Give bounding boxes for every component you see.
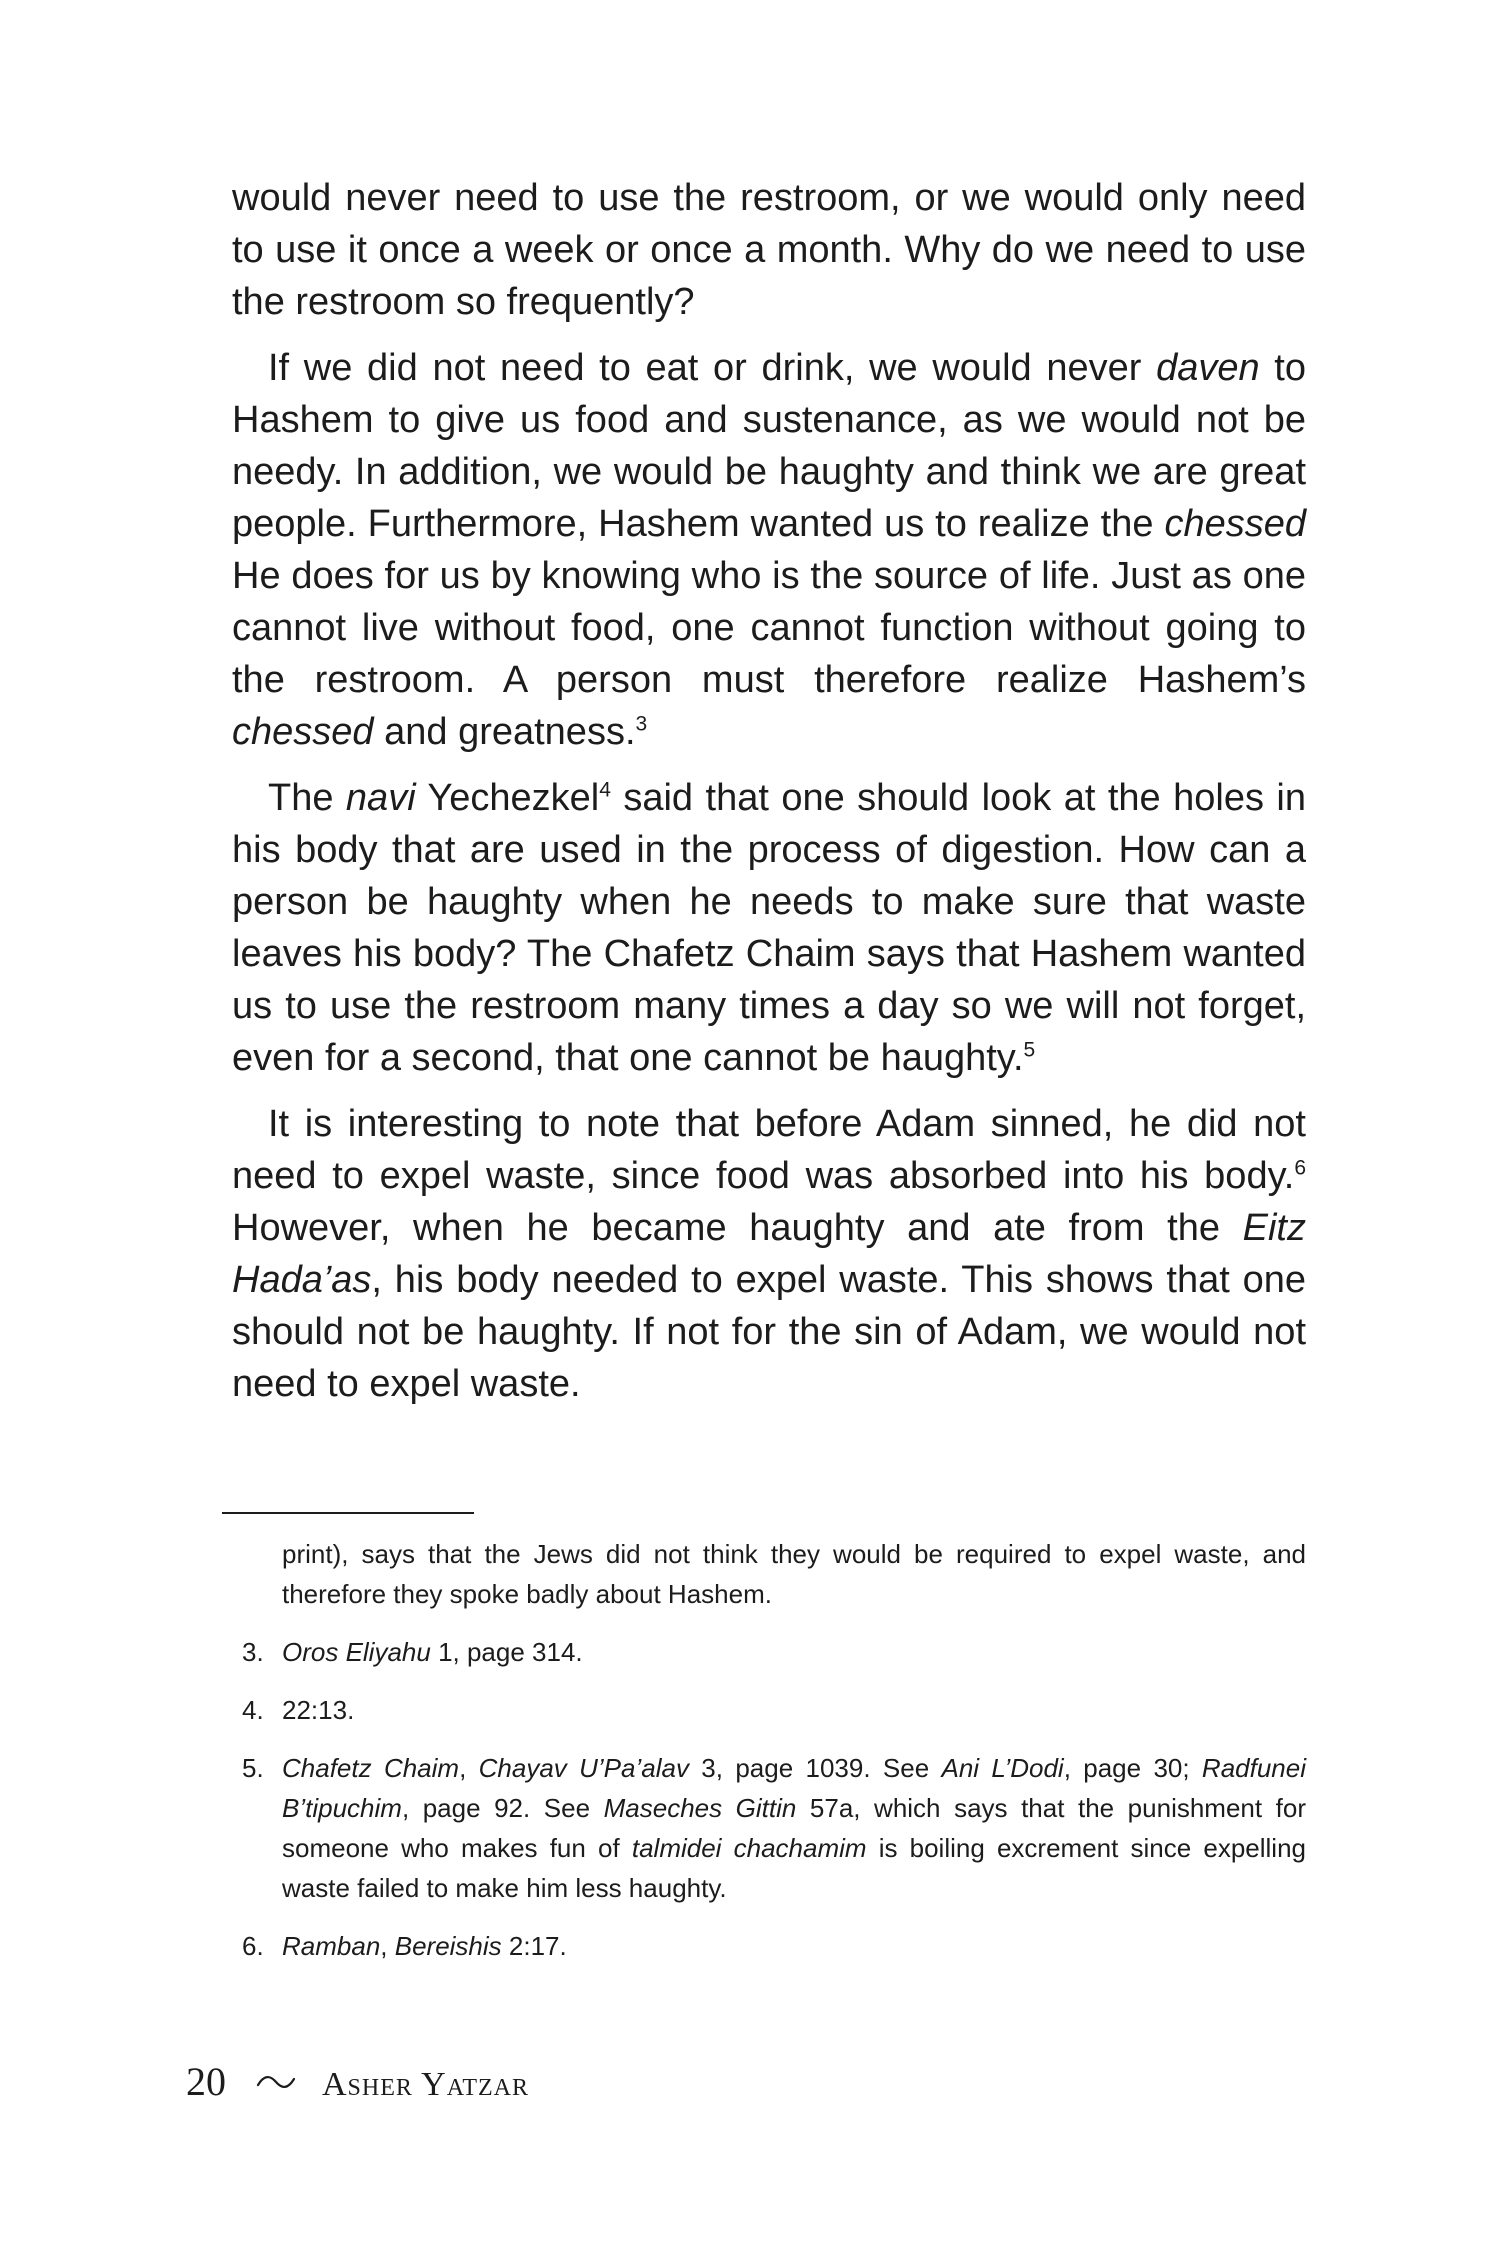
fn5-italic-e: Ani L’Dodi — [941, 1753, 1064, 1783]
fn5-text-h: , page 92. See — [401, 1793, 604, 1823]
fn5-text-b: , — [459, 1753, 479, 1783]
fn6-text-d: 2:17. — [501, 1931, 567, 1961]
footnote-divider — [222, 1512, 474, 1514]
paragraph-2 — [232, 342, 1306, 758]
footnote-ref-6[interactable]: 6 — [1294, 1156, 1306, 1180]
footnote-continuation-text: print), says that the Jews did not think they would be required to expel waste, and therefore they spoke badly about Hashem. — [282, 1539, 1306, 1609]
footnote-3 — [242, 1632, 1306, 1672]
p2-italic-chessed-2: chessed — [232, 711, 374, 753]
p2-text-g: and greatness. — [373, 711, 636, 753]
footnote-6 — [242, 1926, 1306, 1966]
running-title: Asher Yatzar — [322, 2066, 530, 2103]
fn3-italic-a: Oros Eliyahu — [282, 1637, 431, 1667]
p3-text-c: Yechezkel — [415, 777, 600, 819]
p2-text-a: If we did not need to eat or drink, we would never — [268, 347, 1157, 389]
body-text — [232, 172, 1306, 1424]
fn6-text-b: , — [380, 1931, 395, 1961]
fn5-text-l: is boiling excrement since expelling waste failed to make him less haughty. — [282, 1833, 1306, 1903]
page-number: 20 — [186, 2059, 226, 2104]
footnote-number: 6. — [242, 1931, 264, 1961]
footnote-number: 3. — [242, 1637, 264, 1667]
page-footer — [186, 2058, 529, 2105]
p4-text-a: It is interesting to note that before Adam sinned, he did not need to expel waste, since food was absorbed into his body. — [232, 1103, 1306, 1197]
p3-italic-navi: navi — [345, 777, 416, 819]
footnote-text — [282, 1748, 1306, 1908]
footnote-ref-5[interactable]: 5 — [1023, 1038, 1036, 1062]
fn5-italic-g: Radfunei B’tipuchim — [282, 1753, 1306, 1823]
p4-text-b: However, when he became haughty and ate from the — [232, 1207, 1243, 1249]
p4-italic-eitz-hadaas: Eitz Hada’as — [232, 1207, 1306, 1301]
swash-ornament-icon — [256, 2073, 296, 2091]
fn6-italic-a: Ramban — [282, 1931, 381, 1961]
fn6-italic-c: Bereishis — [394, 1931, 502, 1961]
paragraph-1-text: would never need to use the restroom, or we would only need to use it once a week or once a month. Why do we need to use the restroom so frequently? — [232, 177, 1306, 323]
footnote-text — [282, 1632, 1306, 1672]
footnotes — [242, 1534, 1306, 1984]
paragraph-4 — [232, 1098, 1306, 1410]
paragraph-3 — [232, 772, 1306, 1084]
paragraph-1 — [232, 172, 1306, 328]
footnote-4 — [242, 1690, 1306, 1730]
fn3-text-b: 1, page 314. — [430, 1637, 583, 1667]
p3-text-a: The — [268, 777, 346, 819]
footnote-5 — [242, 1748, 1306, 1908]
footnote-number-spacer — [242, 1534, 282, 1614]
p4-text-d: , his body needed to expel waste. This shows that one should not be haughty. If not for the sin of Adam, we would not need to expel waste. — [232, 1259, 1306, 1405]
fn5-text-d: 3, page 1039. See — [688, 1753, 942, 1783]
fn5-text-f: , page 30; — [1063, 1753, 1202, 1783]
p2-italic-daven: daven — [1156, 347, 1260, 389]
footnote-text — [282, 1926, 1306, 1966]
p2-text-e: He does for us by knowing who is the source of life. Just as one cannot live without food, one cannot function without going to the restroom. A person must therefore realize Hashem’s — [232, 555, 1306, 701]
footnote-ref-4[interactable]: 4 — [599, 778, 611, 802]
p2-italic-chessed-1: chessed — [1164, 503, 1306, 545]
footnote-ref-3[interactable]: 3 — [635, 712, 648, 736]
fn5-italic-a: Chafetz Chaim — [282, 1753, 460, 1783]
fn5-italic-i: Maseches Gittin — [603, 1793, 797, 1823]
fn5-italic-c: Chayav U’Pa’alav — [478, 1753, 689, 1783]
footnote-number: 5. — [242, 1753, 264, 1783]
p2-text-c: to Hashem to give us food and sustenance, as we would not be needy. In addition, we would be haughty and think we are great people. Furthermore, Hashem wanted us to realize the — [232, 347, 1306, 545]
fn5-text-j: 57a, which says that the punishment for someone who makes fun of — [282, 1793, 1306, 1863]
footnote-continuation — [242, 1534, 1306, 1614]
p3-text-d: said that one should look at the holes in his body that are used in the process of digestion. How can a person be haughty when he needs to make sure that waste leaves his body? The Chafetz Chaim says that Hashem wanted us to use the restroom many times a day so we will not forget, even for a second, that one cannot be haughty. — [232, 777, 1306, 1079]
footnote-number: 4. — [242, 1695, 264, 1725]
fn5-italic-k: talmidei chachamim — [631, 1833, 867, 1863]
footnote-text: 22:13. — [282, 1695, 355, 1725]
